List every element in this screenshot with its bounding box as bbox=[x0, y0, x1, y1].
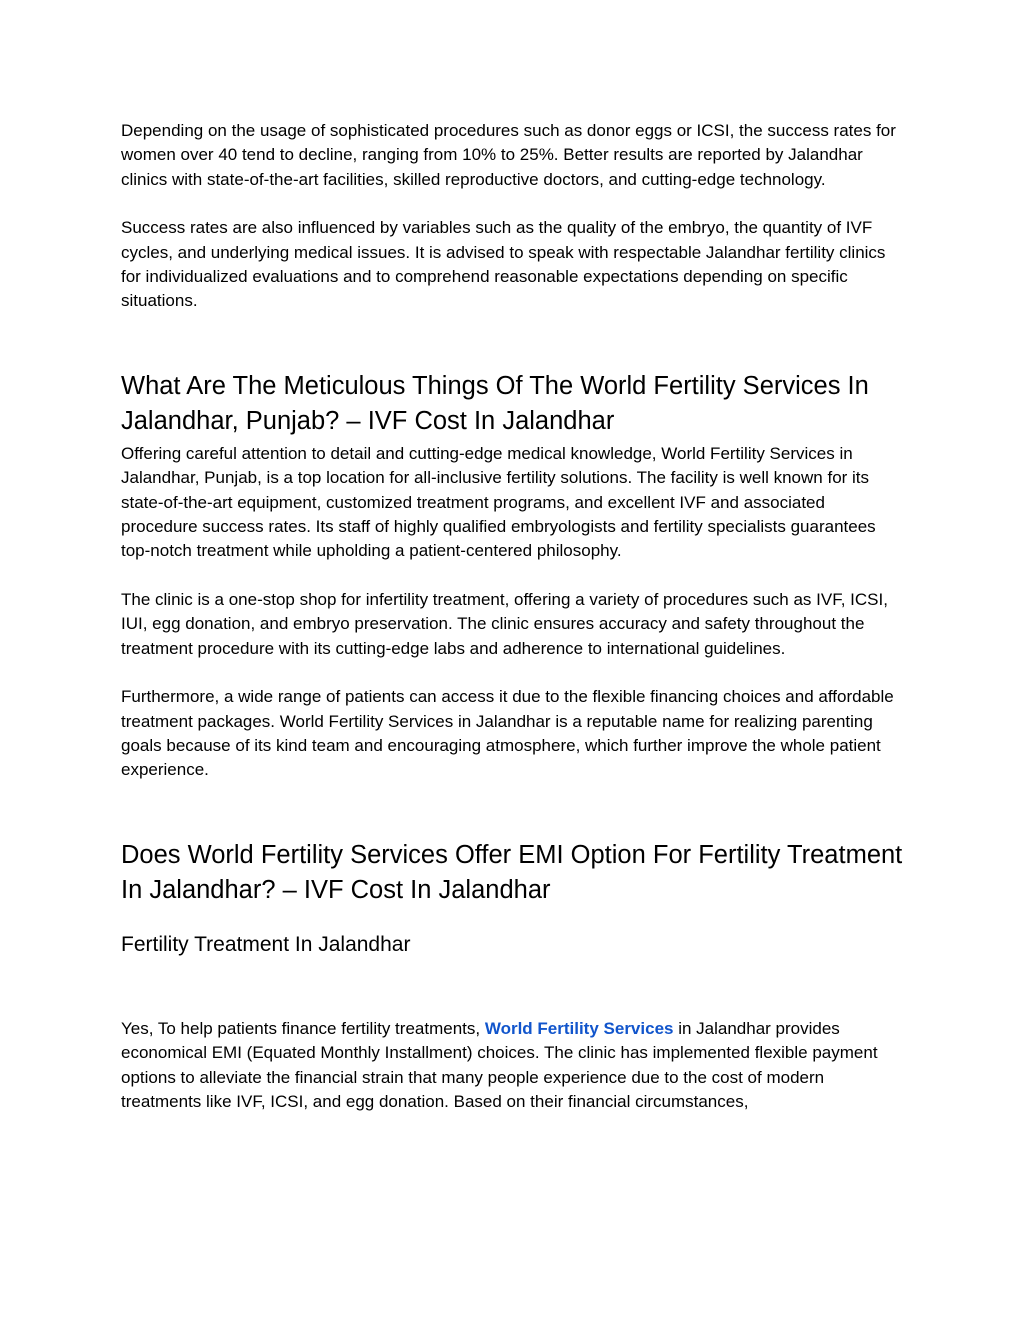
world-fertility-services-link[interactable]: World Fertility Services bbox=[484, 1018, 674, 1038]
paragraph-text-before-link: Yes, To help patients finance fertility treatments, bbox=[121, 1018, 485, 1038]
section-2-heading: Does World Fertility Services Offer EMI Option For Fertility Treatment In Jalandhar? – IVF Cost In Jalandhar bbox=[121, 840, 903, 905]
intro-paragraph-2: Success rates are also influenced by variables such as the quality of the embryo, the quantity of IVF cycles, and underlying medical issues. It is advised to speak with respectable Jalandhar fertility clinics for individualized evaluations and to comprehend reasonable expectations depending on specific situations. bbox=[121, 218, 886, 311]
section-1-paragraph-3: Furthermore, a wide range of patients can access it due to the flexible financing choices and affordable treatment packages. World Fertility Services in Jalandhar is a reputable name for realizing parenting goals because of its kind team and encouraging atmosphere, which further improve the whole patient experience. bbox=[121, 687, 894, 780]
intro-paragraph-1: Depending on the usage of sophisticated procedures such as donor eggs or ICSI, the success rates for women over 40 tend to decline, ranging from 10% to 25%. Better results are reported by Jalandhar clinics with state-of-the-art facilities, skilled reproductive doctors, and cutting-edge technology. bbox=[121, 121, 896, 189]
paragraph-text-after-link: in Jalandhar provides economical EMI (Equated Monthly Installment) choices. The clinic has implemented flexible payment options to alleviate the financial strain that many people experience due to the cost of modern treatments like IVF, ICSI, and egg donation. Based on their financial circumstances, bbox=[121, 1018, 878, 1111]
section-1-heading: What Are The Meticulous Things Of The World Fertility Services In Jalandhar, Punjab? – IVF Cost In Jalandhar bbox=[121, 371, 869, 436]
document-page bbox=[121, 119, 906, 1114]
section-2-subheading: Fertility Treatment In Jalandhar bbox=[121, 932, 411, 956]
section-1-paragraph-2: The clinic is a one-stop shop for infertility treatment, offering a variety of procedures such as IVF, ICSI, IUI, egg donation, and embryo preservation. The clinic ensures accuracy and safety throughout the treatment procedure with its cutting-edge labs and adherence to international guidelines. bbox=[121, 589, 888, 658]
section-2-paragraph-1 bbox=[121, 1017, 906, 1115]
section-1-paragraph-1: Offering careful attention to detail and cutting-edge medical knowledge, World Fertility Services in Jalandhar, Punjab, is a top location for all-inclusive fertility solutions. The facility is well known for its state-of-the-art equipment, customized treatment programs, and excellent IVF and associated procedure success rates. Its staff of highly qualified embryologists and fertility specialists guarantees top-notch treatment while upholding a patient-centered philosophy. bbox=[121, 443, 876, 561]
